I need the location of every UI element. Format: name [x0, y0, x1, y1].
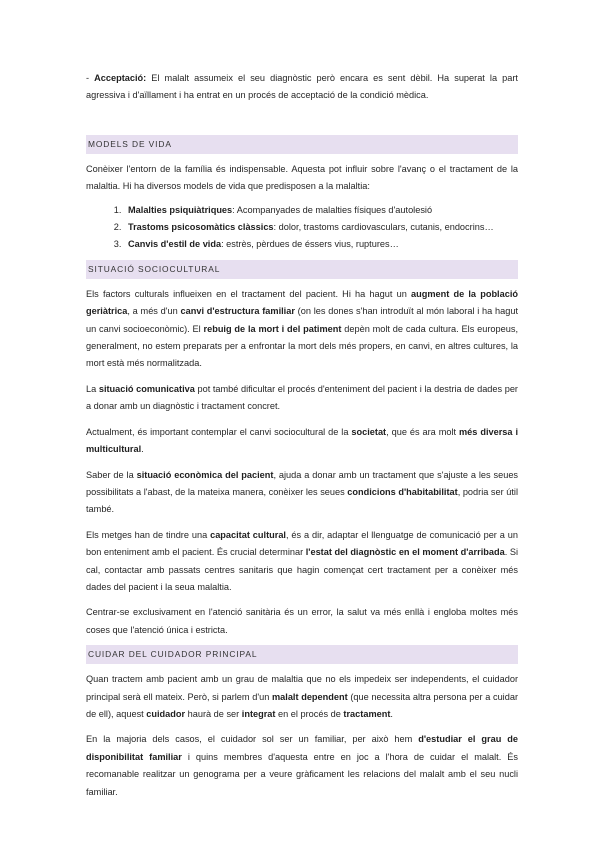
situacio-paragraph-5: Els metges han de tindre una capacitat cultural, és a dir, adaptar el llenguatge de comunicació per a un bon enteniment amb el pacient. És crucial determinar l'estat del diagnòstic en el moment d'arribada. Si cal, contactar amb passats centres sanitaris que hagin començat cert tractament per a conèixer més dades del pacient i la seua malaltia. — [86, 529, 518, 592]
document-page — [86, 70, 518, 801]
list-item-text: : Acompanyades de malalties físiques d'autolesió — [232, 204, 433, 215]
situacio-paragraph-6: Centrar-se exclusivament en l'atenció sanitària és un error, la salut va més enllà i engloba moltes més coses que l'atenció única i estricta. — [86, 607, 518, 635]
list-item — [124, 202, 518, 219]
section-heading-situacio: SITUACIÓ SOCIOCULTURAL — [86, 260, 518, 279]
list-item-text: : estrès, pèrdues de éssers vius, ruptures… — [221, 239, 399, 250]
situacio-paragraph-3: Actualment, és important contemplar el canvi sociocultural de la societat, que és ara molt més diversa i multicultural. — [86, 426, 518, 455]
situacio-paragraph-1: Els factors culturals influeixen en el tractament del pacient. Hi ha hagut un augment de la població geriàtrica, a més d'un canvi d'estructura familiar (on les dones s'han introduït al món laboral i ha hagut un canvi socioeconòmic). El rebuig de la mort i del patiment depèn molt de cada cultura. Els europeus, generalment, no estem preparats per a enfrontar la mort dels més propers, en canvi, en altres cultures, la mort està més normalitzada. — [86, 288, 518, 369]
list-item-label: Trastoms psicosomàtics clàssics — [128, 222, 274, 233]
acceptacio-label: Acceptació: — [94, 73, 147, 83]
list-item-text: : dolor, trastoms cardiovasculars, cutanis, endocrins… — [273, 222, 494, 233]
situacio-paragraph-4: Saber de la situació econòmica del pacient, ajuda a donar amb un tractament que s'ajuste a les seues possibilitats a l'abast, de la mateixa manera, conèixer les seues condicions d'habitabilitat, podria ser útil també. — [86, 469, 519, 515]
list-item — [124, 236, 518, 253]
cuidador-paragraph-2: En la majoria dels casos, el cuidador sol ser un familiar, per això hem d'estudiar el grau de disponibilitat familiar i quins membres d'aquesta entre en joc a l'hora de cuidar el malalt. És recomanable realitzar un genograma per a veure gràficament les relacions del malalt amb el seu nucli familiar. — [86, 734, 519, 797]
bullet-dash: - — [86, 73, 95, 83]
list-item-label: Canvis d'estil de vida — [128, 239, 222, 250]
models-paragraph: Conèixer l'entorn de la família és indispensable. Aquesta pot influir sobre l'avanç o el tractament de la malaltia. Hi ha diversos models de vida que predisposen a la malaltia: — [86, 163, 518, 192]
list-item — [124, 219, 518, 236]
situacio-paragraph-2: La situació comunicativa pot també dificultar el procés d'enteniment del pacient i la destria de dades per a donar amb un diagnòstic i tractament concret. — [86, 383, 518, 412]
acceptacio-text: El malalt assumeix el seu diagnòstic però encara es sent dèbil. Ha superat la part agressiva i d'aïllament i ha entrat en un procés de acceptació de la condició mèdica. — [86, 73, 518, 101]
cuidador-paragraph-1: Quan tractem amb pacient amb un grau de malaltia que no els impedeix ser independents, el cuidador principal serà ell mateix. Però, si parlem d'un malalt dependent (que necessita altra persona per a cuidar de ell), aquest cuidador haurà de ser integrat en el procés de tractament. — [86, 674, 518, 719]
list-item-label: Malalties psiquiàtriques — [128, 204, 233, 215]
section-heading-models: MODELS DE VIDA — [86, 135, 518, 154]
section-heading-cuidador: CUIDAR DEL CUIDADOR PRINCIPAL — [86, 645, 518, 664]
models-list — [86, 202, 518, 254]
acceptacio-paragraph — [86, 70, 518, 105]
